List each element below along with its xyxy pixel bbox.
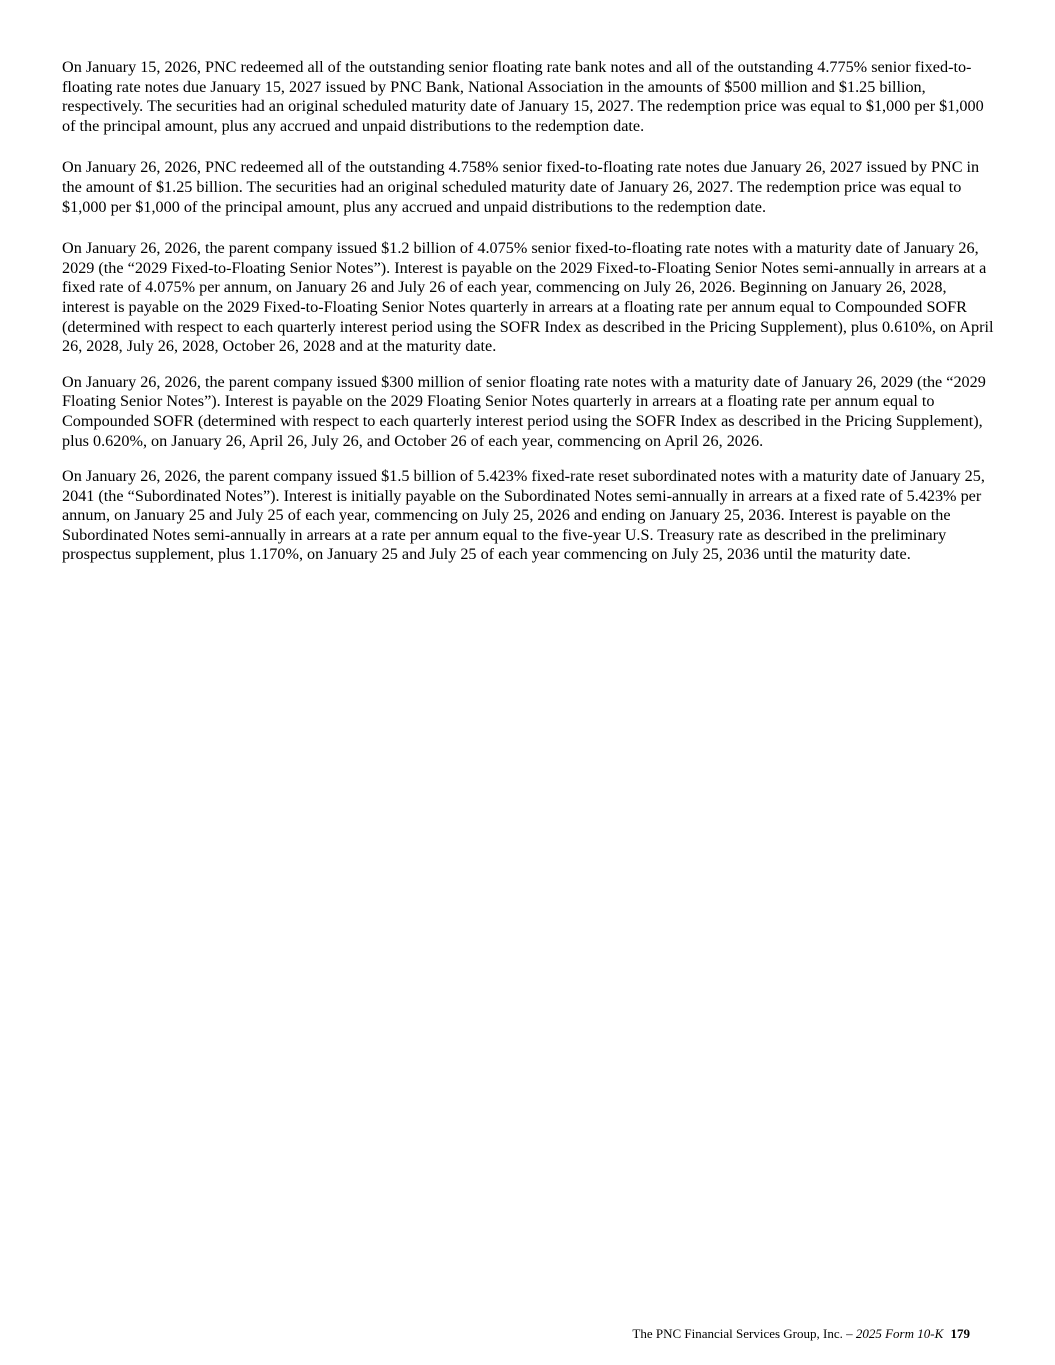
paragraph-redemption-pnc-notes: On January 26, 2026, PNC redeemed all of the outstanding 4.758% senior fixed-to-floating rate notes due January 26, 2027 issued by PNC in the amount of $1.25 billion. The securities had an original scheduled maturity date of January 26, 2027. The redemption price was equal to $1,000 per $1,000 of the principal amount, plus any accrued and unpaid distributions to the redemption date. [62, 158, 980, 216]
paragraph-floating-issuance: On January 26, 2026, the parent company issued $300 million of senior floating rate notes with a maturity date of January 26, 2029 (the “2029 Floating Senior Notes”). Interest is payable on the 2029 Floating Senior Notes quarterly in arrears at a floating rate per annum equal to Compounded SOFR (determined with respect to each quarterly interest period using the SOFR Index as described in the Pricing Supplement), plus 0.620%, on January 26, April 26, July 26, and October 26 of each year, commencing on April 26, 2026. [62, 372, 986, 450]
page-footer [632, 1326, 970, 1342]
paragraph-fixed-to-floating-issuance: On January 26, 2026, the parent company issued $1.2 billion of 4.075% senior fixed-to-floating rate notes with a maturity date of January 26, 2029 (the “2029 Fixed-to-Floating Senior Notes”). Interest is payable on the 2029 Fixed-to-Floating Senior Notes semi-annually in arrears at a fixed rate of 4.075% per annum, on January 26 and July 26 of each year, commencing on July 26, 2026. Beginning on January 26, 2028, interest is payable on the 2029 Fixed-to-Floating Senior Notes quarterly in arrears at a floating rate per annum equal to Compounded SOFR (determined with respect to each quarterly interest period using the SOFR Index as described in the Pricing Supplement), plus 0.610%, on April 26, 2028, July 26, 2028, October 26, 2028 and at the maturity date. [62, 239, 994, 356]
footer-company: The PNC Financial Services Group, Inc. – [632, 1326, 853, 1341]
page-number: 179 [950, 1326, 970, 1341]
footer-form: 2025 Form 10-K [855, 1326, 944, 1341]
paragraph-redemption-pnc-bank-notes: On January 15, 2026, PNC redeemed all of the outstanding senior floating rate bank notes and all of the outstanding 4.775% senior fixed-to-floating rate notes due January 15, 2027 issued by PNC Bank, National Association in the amounts of $500 million and $1.25 billion, respectively. The securities had an original scheduled maturity date of January 15, 2027. The redemption price was equal to $1,000 per $1,000 of the principal amount, plus any accrued and unpaid distributions to the redemption date. [62, 58, 984, 135]
paragraph-subordinated-issuance: On January 26, 2026, the parent company issued $1.5 billion of 5.423% fixed-rate reset subordinated notes with a maturity date of January 25, 2041 (the “Subordinated Notes”). Interest is initially payable on the Subordinated Notes semi-annually in arrears at a fixed rate of 5.423% per annum, on January 25 and July 25 of each year, commencing on July 25, 2026 and ending on January 25, 2036. Interest is payable on the Subordinated Notes semi-annually in arrears at a rate per annum equal to the five-year U.S. Treasury rate as described in the preliminary prospectus supplement, plus 1.170%, on January 25 and July 25 of each year commencing on July 25, 2036 until the maturity date. [62, 467, 985, 564]
document-body [62, 58, 998, 565]
